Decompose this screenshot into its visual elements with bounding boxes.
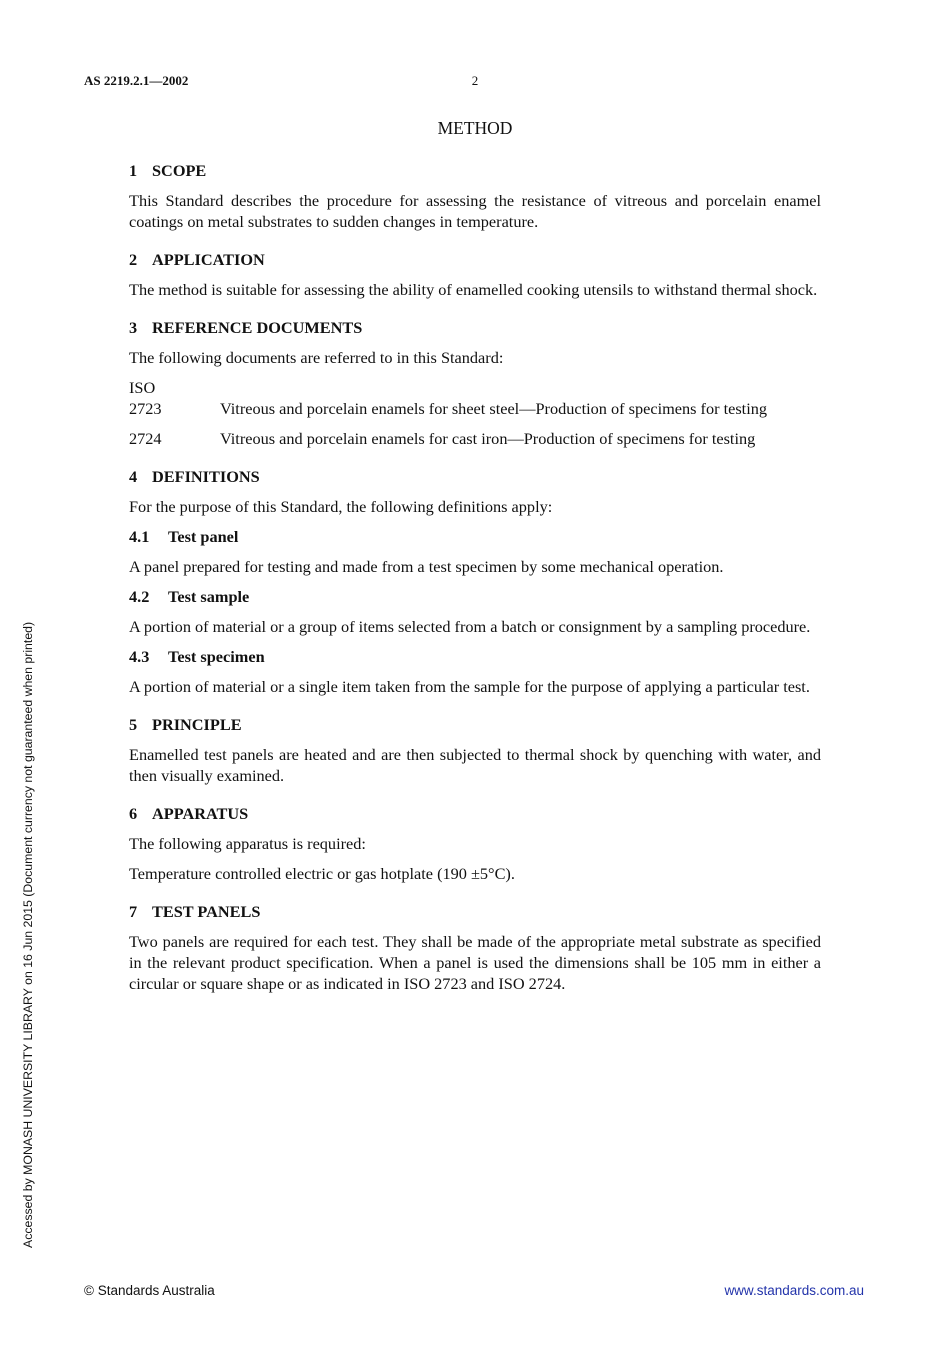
definition-number: 4.3	[129, 647, 150, 666]
section-number: 3	[129, 318, 138, 337]
footer-copyright: © Standards Australia	[84, 1283, 215, 1298]
section-intro: The following documents are referred to in this Standard:	[129, 348, 504, 367]
section-title: APPLICATION	[152, 250, 265, 269]
section-number: 2	[129, 250, 138, 269]
reference-item	[129, 428, 821, 449]
definition-number: 4.2	[129, 587, 150, 606]
section-number: 1	[129, 161, 138, 180]
section-title: DEFINITIONS	[152, 467, 260, 486]
reference-title: Vitreous and porcelain enamels for cast iron—Production of specimens for testing	[220, 429, 756, 448]
definition-text: A portion of material or a single item taken from the sample for the purpose of applying a particular test.	[129, 677, 810, 696]
section-heading	[129, 466, 821, 487]
definition-heading	[129, 646, 821, 667]
definition-heading	[129, 526, 821, 547]
section-text: Two panels are required for each test. They shall be made of the appropriate metal substrate as specified in the relevant product specification. When a panel is used the dimensions shall be 105 mm in either a circular or square shape or as indicated in ISO 2723 and ISO 2724.	[129, 932, 821, 993]
definition-number: 4.1	[129, 527, 150, 546]
reference-code: 2723	[129, 399, 162, 418]
section-intro: The following apparatus is required:	[129, 834, 366, 853]
section-title: APPARATUS	[152, 804, 249, 823]
section-number: 4	[129, 467, 138, 486]
document-body	[129, 160, 821, 994]
definition-heading	[129, 586, 821, 607]
definition-title: Test specimen	[168, 647, 265, 666]
section-application	[129, 249, 821, 300]
reference-title: Vitreous and porcelain enamels for sheet steel—Production of specimens for testing	[220, 399, 768, 418]
section-definitions	[129, 466, 821, 697]
section-heading	[129, 317, 821, 338]
section-intro: For the purpose of this Standard, the following definitions apply:	[129, 497, 553, 516]
definition-title: Test panel	[168, 527, 239, 546]
definition-text: A panel prepared for testing and made from a test specimen by some mechanical operation.	[129, 557, 724, 576]
reference-item	[129, 398, 821, 419]
access-watermark: Accessed by MONASH UNIVERSITY LIBRARY on 16 Jun 2015 (Document currency not guaranteed when printed)	[21, 621, 35, 1248]
definition-title: Test sample	[168, 587, 250, 606]
section-heading	[129, 160, 821, 181]
definition-text: A portion of material or a group of items selected from a batch or consignment by a sampling procedure.	[129, 617, 811, 636]
section-title: TEST PANELS	[152, 902, 261, 921]
footer-website-link[interactable]: www.standards.com.au	[724, 1283, 864, 1298]
section-title: PRINCIPLE	[152, 715, 242, 734]
reference-list	[129, 377, 821, 449]
document-code: AS 2219.2.1—2002	[84, 73, 189, 88]
page-number: 2	[471, 73, 479, 88]
section-apparatus	[129, 803, 821, 884]
reference-list-header: ISO	[129, 378, 156, 397]
section-scope	[129, 160, 821, 232]
section-number: 7	[129, 902, 138, 921]
reference-code: 2724	[129, 429, 162, 448]
section-title: SCOPE	[152, 161, 207, 180]
section-title: REFERENCE DOCUMENTS	[152, 318, 363, 337]
section-heading	[129, 803, 821, 824]
section-heading	[129, 714, 821, 735]
section-text: Temperature controlled electric or gas hotplate (190 ±5°C).	[129, 864, 515, 883]
section-principle	[129, 714, 821, 786]
page-title: METHOD	[437, 118, 513, 138]
section-text: The method is suitable for assessing the ability of enamelled cooking utensils to withstand thermal shock.	[129, 280, 818, 299]
section-heading	[129, 249, 821, 270]
section-text: Enamelled test panels are heated and are then subjected to thermal shock by quenching with water, and then visually examined.	[129, 745, 821, 785]
section-test-panels	[129, 901, 821, 994]
section-heading	[129, 901, 821, 922]
section-text: This Standard describes the procedure for assessing the resistance of vitreous and porcelain enamel coatings on metal substrates to sudden changes in temperature.	[129, 191, 821, 231]
section-references	[129, 317, 821, 449]
section-number: 6	[129, 804, 138, 823]
section-number: 5	[129, 715, 138, 734]
